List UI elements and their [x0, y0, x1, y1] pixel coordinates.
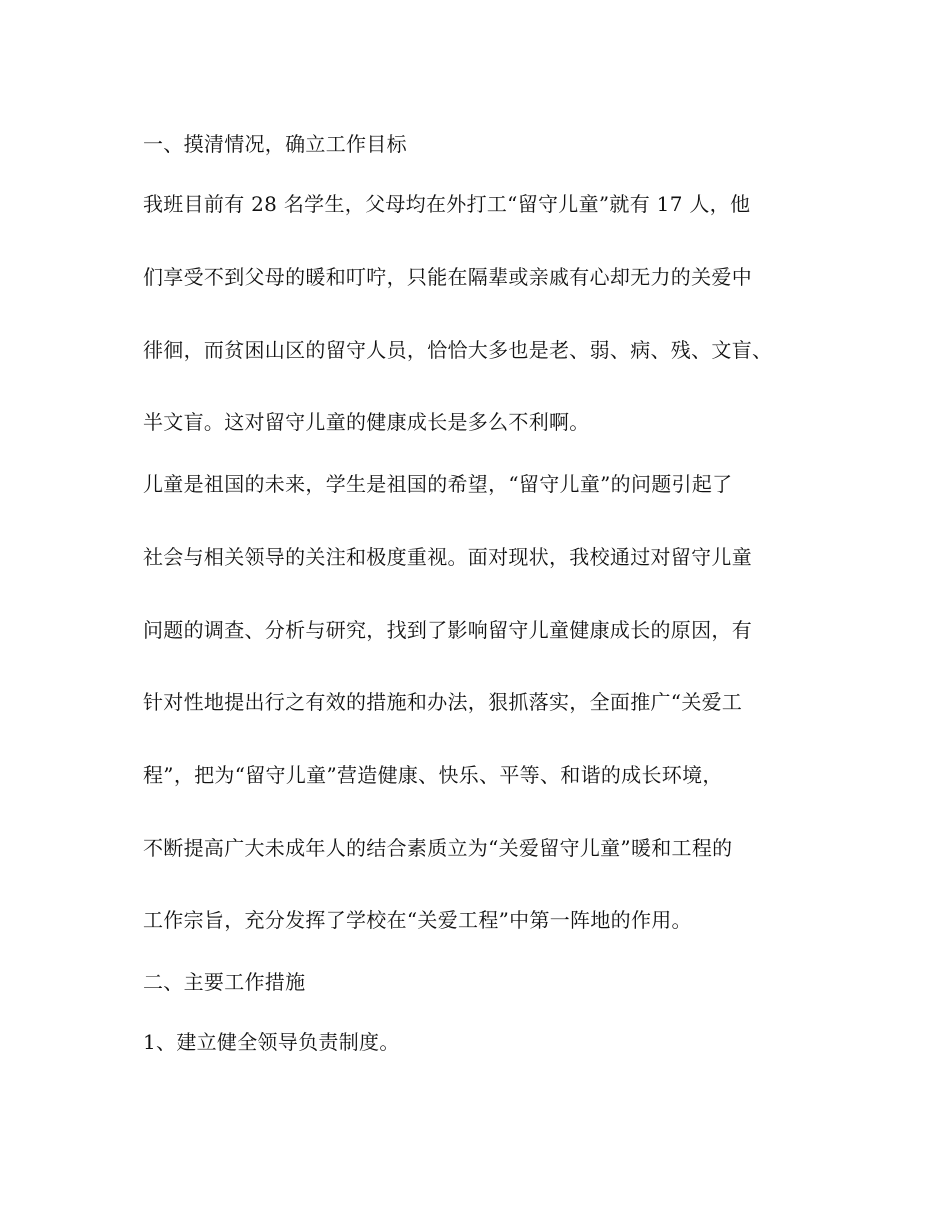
paragraph-line: 针对性地提出行之有效的措施和办法，狠抓落实，全面推广“关爱工 — [143, 690, 743, 714]
section-heading-1: 一、摸清情况，确立工作目标 — [143, 132, 407, 156]
paragraph-line: 社会与相关领导的关注和极度重视。面对现状，我校通过对留守儿童 — [143, 545, 752, 569]
paragraph-line: 不断提高广大未成年人的结合素质立为“关爱留守儿童”暖和工程的 — [143, 836, 733, 860]
paragraph-line: 徘徊，而贫困山区的留守人员，恰恰大多也是老、弱、病、残、文盲、 — [143, 338, 773, 362]
paragraph-line: 我班目前有 28 名学生，父母均在外打工“留守儿童”就有 17 人，他 — [143, 192, 751, 216]
paragraph-line: 程”，把为“留守儿童”营造健康、快乐、平等、和谐的成长环境， — [143, 763, 723, 787]
list-item: 1、建立健全领导负责制度。 — [143, 1030, 400, 1054]
section-heading-2: 二、主要工作措施 — [143, 970, 306, 994]
paragraph-line: 工作宗旨，充分发挥了学校在“关爱工程”中第一阵地的作用。 — [143, 908, 692, 932]
paragraph-line: 们享受不到父母的暖和叮咛，只能在隔辈或亲戚有心却无力的关爱中 — [143, 265, 752, 289]
paragraph-line: 半文盲。这对留守儿童的健康成长是多么不利啊。 — [143, 410, 590, 434]
paragraph-line: 问题的调查、分析与研究，找到了影响留守儿童健康成长的原因，有 — [143, 618, 752, 642]
paragraph-line: 儿童是祖国的未来，学生是祖国的希望，“留守儿童”的问题引起了 — [143, 472, 733, 496]
